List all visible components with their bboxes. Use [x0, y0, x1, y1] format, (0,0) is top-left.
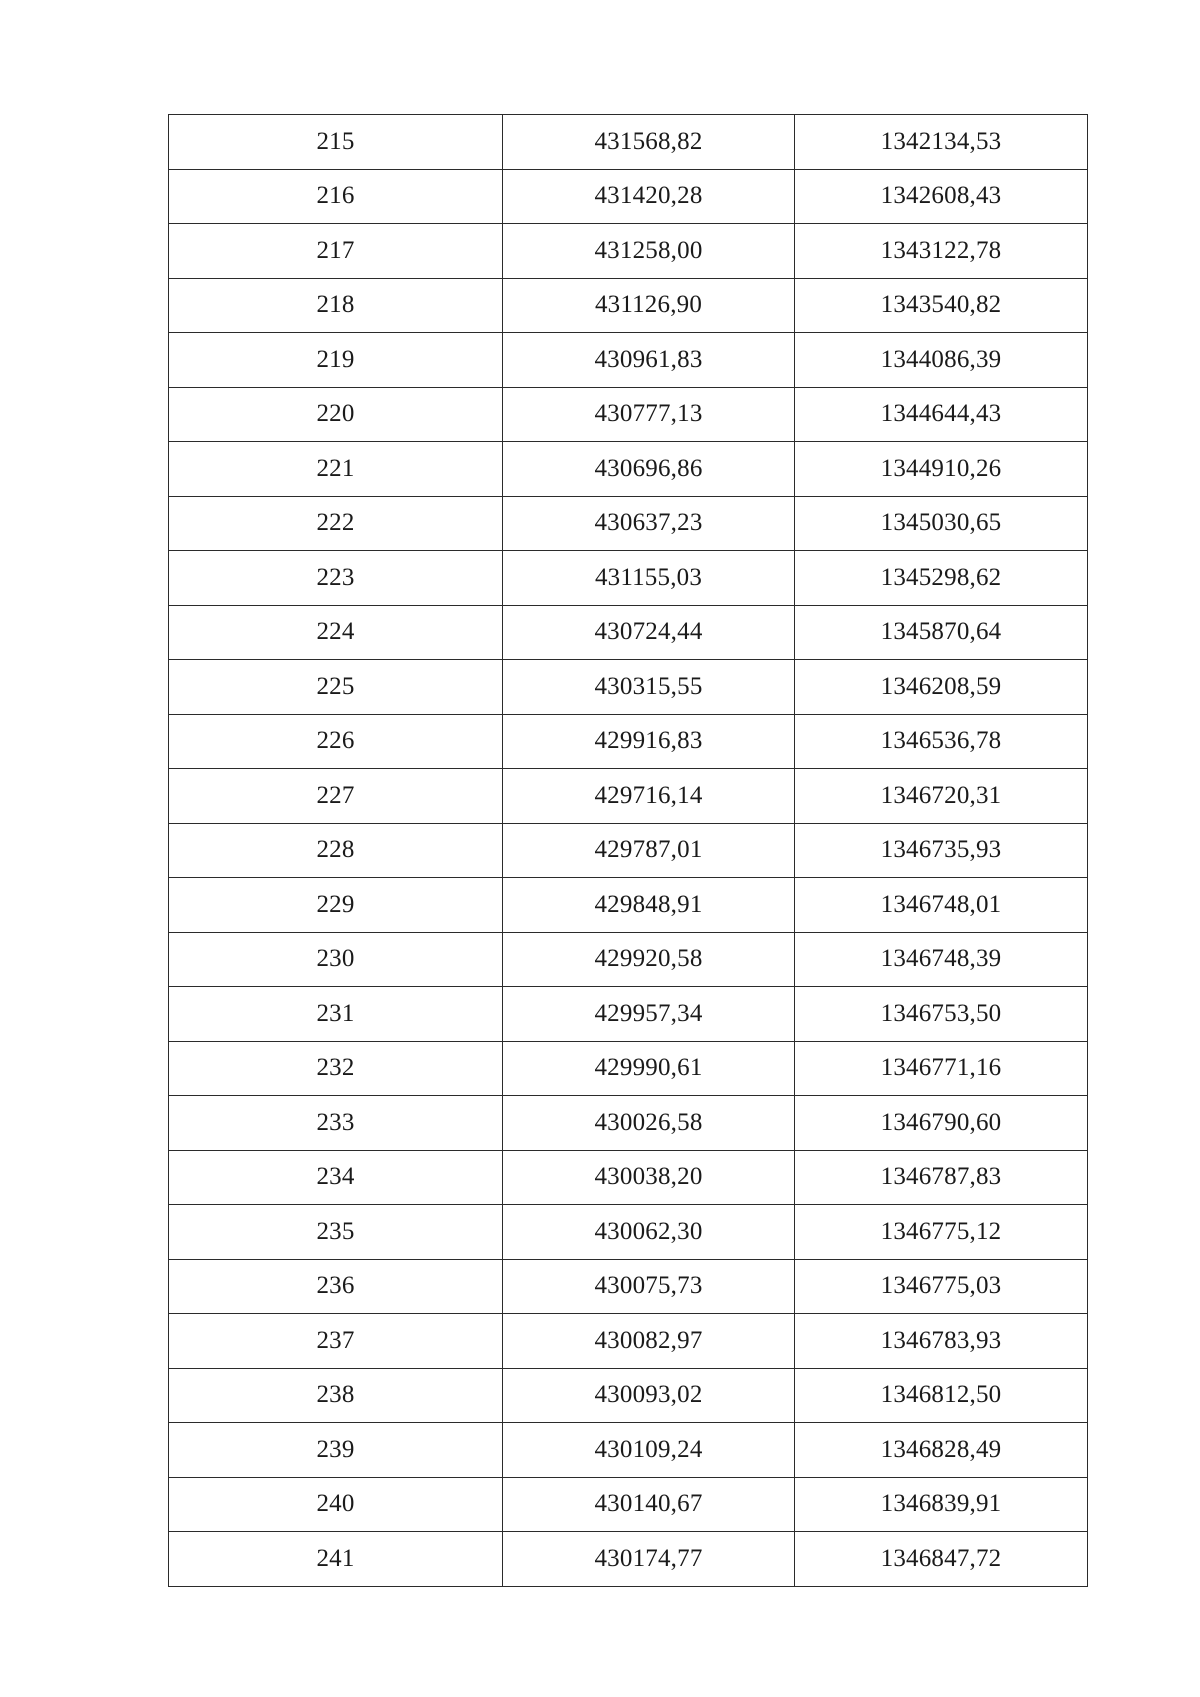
y-coordinate-cell: 1346839,91: [795, 1477, 1088, 1532]
point-number-cell: 222: [169, 496, 503, 551]
table-row: [169, 496, 1088, 551]
y-coordinate-cell: 1344086,39: [795, 333, 1088, 388]
x-coordinate-cell: 430026,58: [503, 1096, 795, 1151]
point-number-cell: 216: [169, 169, 503, 224]
x-coordinate-cell: 430174,77: [503, 1532, 795, 1587]
y-coordinate-cell: 1344910,26: [795, 442, 1088, 497]
x-coordinate-cell: 431420,28: [503, 169, 795, 224]
x-coordinate-cell: 429916,83: [503, 714, 795, 769]
y-coordinate-cell: 1346787,83: [795, 1150, 1088, 1205]
x-coordinate-cell: 430082,97: [503, 1314, 795, 1369]
x-coordinate-cell: 429957,34: [503, 987, 795, 1042]
x-coordinate-cell: 431155,03: [503, 551, 795, 606]
table-row: [169, 1259, 1088, 1314]
point-number-cell: 234: [169, 1150, 503, 1205]
point-number-cell: 226: [169, 714, 503, 769]
y-coordinate-cell: 1343122,78: [795, 224, 1088, 279]
x-coordinate-cell: 430696,86: [503, 442, 795, 497]
table-row: [169, 115, 1088, 170]
y-coordinate-cell: 1342608,43: [795, 169, 1088, 224]
x-coordinate-cell: 429990,61: [503, 1041, 795, 1096]
y-coordinate-cell: 1346828,49: [795, 1423, 1088, 1478]
x-coordinate-cell: 430109,24: [503, 1423, 795, 1478]
y-coordinate-cell: 1346847,72: [795, 1532, 1088, 1587]
point-number-cell: 225: [169, 660, 503, 715]
x-coordinate-cell: 430140,67: [503, 1477, 795, 1532]
y-coordinate-cell: 1346753,50: [795, 987, 1088, 1042]
y-coordinate-cell: 1346748,39: [795, 932, 1088, 987]
table-row: [169, 551, 1088, 606]
table-row: [169, 878, 1088, 933]
point-number-cell: 233: [169, 1096, 503, 1151]
point-number-cell: 215: [169, 115, 503, 170]
table-row: [169, 1477, 1088, 1532]
point-number-cell: 220: [169, 387, 503, 442]
x-coordinate-cell: 431126,90: [503, 278, 795, 333]
x-coordinate-cell: 430038,20: [503, 1150, 795, 1205]
point-number-cell: 223: [169, 551, 503, 606]
table-row: [169, 1096, 1088, 1151]
table-row: [169, 442, 1088, 497]
point-number-cell: 239: [169, 1423, 503, 1478]
y-coordinate-cell: 1343540,82: [795, 278, 1088, 333]
table-row: [169, 333, 1088, 388]
point-number-cell: 237: [169, 1314, 503, 1369]
table-row: [169, 1423, 1088, 1478]
point-number-cell: 227: [169, 769, 503, 824]
y-coordinate-cell: 1346735,93: [795, 823, 1088, 878]
x-coordinate-cell: 430777,13: [503, 387, 795, 442]
table-row: [169, 1205, 1088, 1260]
x-coordinate-cell: 429787,01: [503, 823, 795, 878]
x-coordinate-cell: 429716,14: [503, 769, 795, 824]
coordinates-table-body: [169, 115, 1088, 1587]
y-coordinate-cell: 1346748,01: [795, 878, 1088, 933]
point-number-cell: 228: [169, 823, 503, 878]
point-number-cell: 238: [169, 1368, 503, 1423]
y-coordinate-cell: 1346771,16: [795, 1041, 1088, 1096]
x-coordinate-cell: 430637,23: [503, 496, 795, 551]
y-coordinate-cell: 1346208,59: [795, 660, 1088, 715]
table-row: [169, 1532, 1088, 1587]
point-number-cell: 236: [169, 1259, 503, 1314]
y-coordinate-cell: 1345870,64: [795, 605, 1088, 660]
table-row: [169, 1368, 1088, 1423]
x-coordinate-cell: 431568,82: [503, 115, 795, 170]
point-number-cell: 218: [169, 278, 503, 333]
x-coordinate-cell: 429920,58: [503, 932, 795, 987]
x-coordinate-cell: 431258,00: [503, 224, 795, 279]
table-row: [169, 224, 1088, 279]
point-number-cell: 224: [169, 605, 503, 660]
point-number-cell: 230: [169, 932, 503, 987]
table-row: [169, 823, 1088, 878]
x-coordinate-cell: 430093,02: [503, 1368, 795, 1423]
y-coordinate-cell: 1346812,50: [795, 1368, 1088, 1423]
y-coordinate-cell: 1345030,65: [795, 496, 1088, 551]
coordinates-table: [168, 114, 1088, 1587]
x-coordinate-cell: 430075,73: [503, 1259, 795, 1314]
point-number-cell: 232: [169, 1041, 503, 1096]
table-row: [169, 769, 1088, 824]
point-number-cell: 219: [169, 333, 503, 388]
y-coordinate-cell: 1346720,31: [795, 769, 1088, 824]
x-coordinate-cell: 430961,83: [503, 333, 795, 388]
y-coordinate-cell: 1342134,53: [795, 115, 1088, 170]
point-number-cell: 240: [169, 1477, 503, 1532]
table-row: [169, 714, 1088, 769]
table-row: [169, 1314, 1088, 1369]
x-coordinate-cell: 430062,30: [503, 1205, 795, 1260]
x-coordinate-cell: 430724,44: [503, 605, 795, 660]
y-coordinate-cell: 1346775,03: [795, 1259, 1088, 1314]
y-coordinate-cell: 1344644,43: [795, 387, 1088, 442]
x-coordinate-cell: 429848,91: [503, 878, 795, 933]
y-coordinate-cell: 1346790,60: [795, 1096, 1088, 1151]
table-row: [169, 605, 1088, 660]
table-row: [169, 278, 1088, 333]
y-coordinate-cell: 1345298,62: [795, 551, 1088, 606]
point-number-cell: 221: [169, 442, 503, 497]
table-row: [169, 169, 1088, 224]
table-row: [169, 1041, 1088, 1096]
point-number-cell: 229: [169, 878, 503, 933]
point-number-cell: 217: [169, 224, 503, 279]
point-number-cell: 235: [169, 1205, 503, 1260]
table-row: [169, 1150, 1088, 1205]
table-row: [169, 932, 1088, 987]
table-row: [169, 387, 1088, 442]
y-coordinate-cell: 1346536,78: [795, 714, 1088, 769]
point-number-cell: 231: [169, 987, 503, 1042]
y-coordinate-cell: 1346783,93: [795, 1314, 1088, 1369]
table-row: [169, 660, 1088, 715]
point-number-cell: 241: [169, 1532, 503, 1587]
table-row: [169, 987, 1088, 1042]
x-coordinate-cell: 430315,55: [503, 660, 795, 715]
y-coordinate-cell: 1346775,12: [795, 1205, 1088, 1260]
